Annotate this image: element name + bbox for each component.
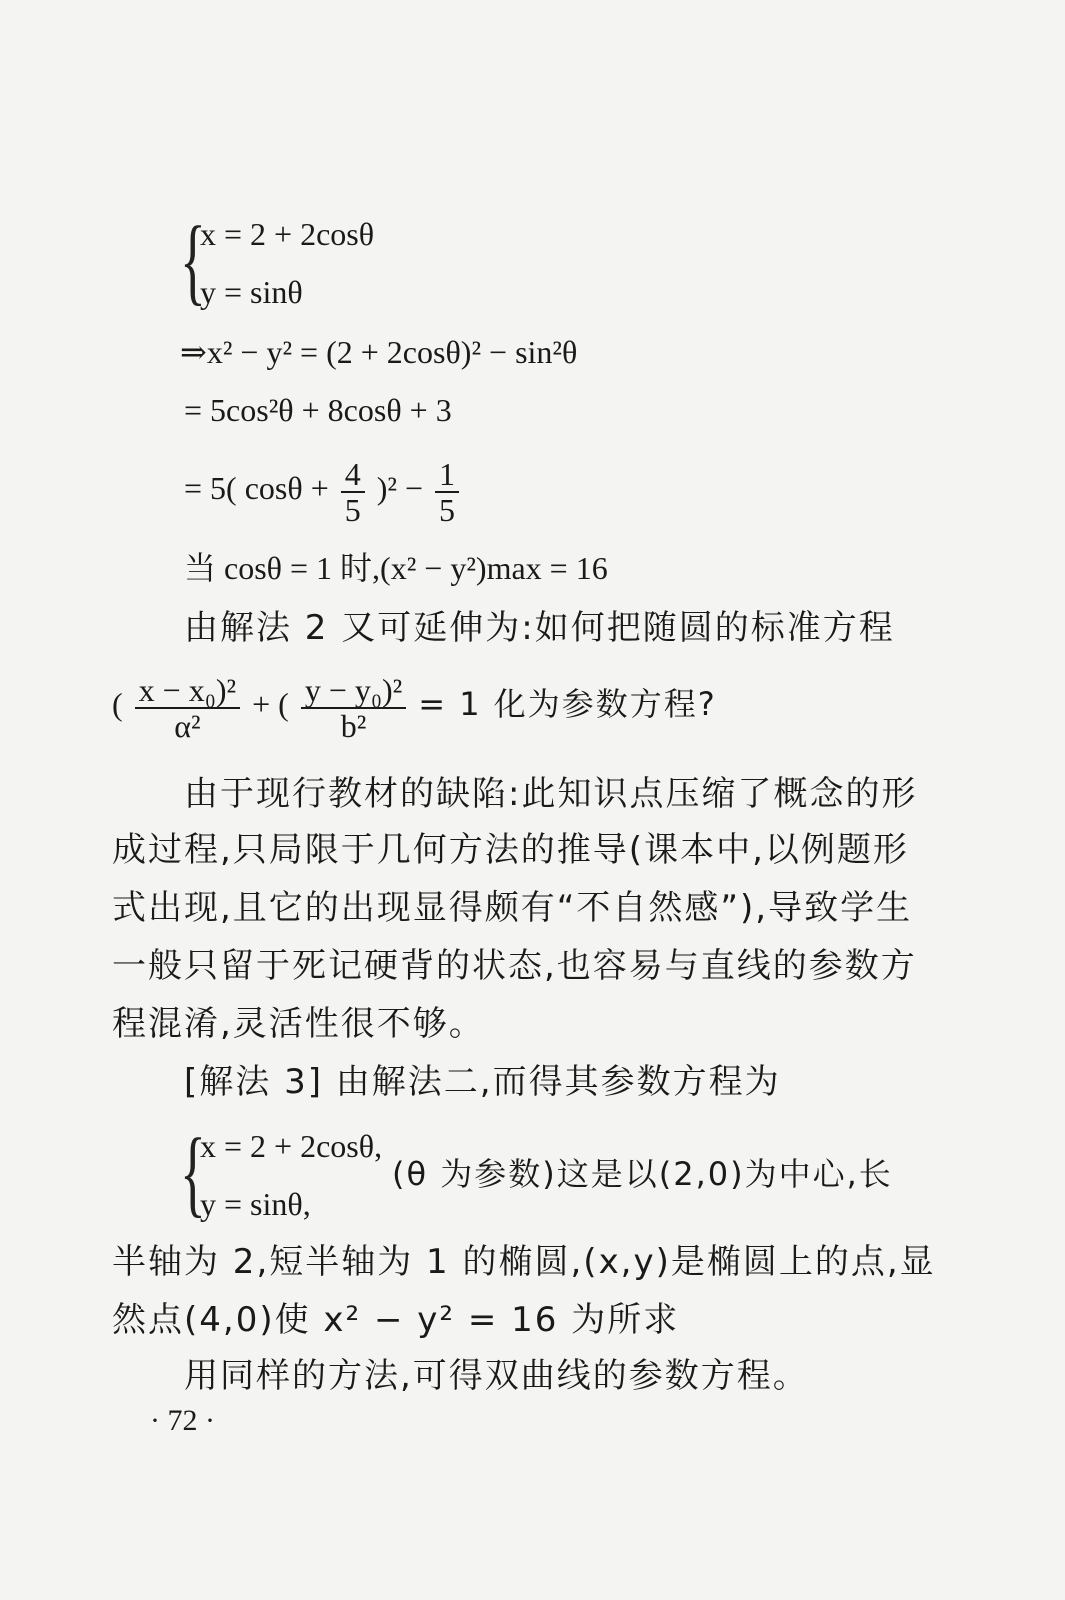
system2-side-text: (θ 为参数)这是以(2,0)为中心,长 <box>392 1155 893 1193</box>
paragraph-2-line4: 一般只留于死记硬背的状态,也容易与直线的参数方 <box>112 946 917 986</box>
system2-line2: y = sinθ, <box>200 1186 311 1222</box>
system1-line2: y = sinθ <box>200 274 303 310</box>
method3-heading: [解法 3] 由解法二,而得其参数方程为 <box>184 1062 781 1102</box>
ellipse-open-paren: ( <box>112 686 123 722</box>
fraction-denominator: 5 <box>439 491 456 528</box>
fraction-denominator: b² <box>340 707 367 744</box>
page-number: · 72 · <box>150 1404 215 1437</box>
paragraph-2-line1: 由于现行教材的缺陷:此知识点压缩了概念的形 <box>184 774 918 814</box>
fraction-denominator: α² <box>174 707 201 744</box>
fraction-denominator: 5 <box>344 491 361 528</box>
paragraph-3-line1: 半轴为 2,短半轴为 1 的椭圆,(x,y)是椭圆上的点,显 <box>112 1242 936 1282</box>
paragraph-2-line3: 式出现,且它的出现显得颇有“不自然感”),导致学生 <box>112 888 913 928</box>
derivation-line3-prefix: = 5( cosθ + <box>184 470 329 506</box>
fraction-four-fifths <box>341 457 365 527</box>
fraction-one-fifth <box>435 457 459 527</box>
derivation-line3-mid: )² − <box>376 470 424 506</box>
left-brace: { <box>180 207 206 315</box>
paragraph-4-line1: 用同样的方法,可得双曲线的参数方程。 <box>184 1356 809 1396</box>
left-brace: { <box>180 1119 206 1227</box>
paragraph-2-line5: 程混淆,灵活性很不够。 <box>112 1004 485 1044</box>
fraction-numerator: 1 <box>435 457 459 493</box>
fraction-numerator: 4 <box>341 457 365 493</box>
paragraph-1-line1: 由解法 2 又可延伸为:如何把随圆的标准方程 <box>184 608 895 648</box>
derivation-line2: = 5cos²θ + 8cosθ + 3 <box>184 392 452 428</box>
derivation-line1: ⇒x² − y² = (2 + 2cosθ)² − sin²θ <box>180 334 578 370</box>
derivation-line4: 当 cosθ = 1 时,(x² − y²)max = 16 <box>184 550 608 586</box>
system1-line1: x = 2 + 2cosθ <box>200 216 375 252</box>
derivation-line3 <box>184 448 463 528</box>
fraction-y-term <box>301 673 406 743</box>
paragraph-3-line2: 然点(4,0)使 x² − y² = 16 为所求 <box>112 1300 680 1340</box>
ellipse-plus: + ( <box>252 686 289 722</box>
ellipse-equation <box>112 664 717 744</box>
fraction-numerator: x − x₀)² <box>135 673 240 709</box>
fraction-x-term <box>135 673 240 743</box>
system2-line1: x = 2 + 2cosθ, <box>200 1128 383 1164</box>
fraction-numerator: y − y₀)² <box>301 673 406 709</box>
ellipse-tail: = 1 化为参数方程? <box>418 685 717 723</box>
paragraph-2-line2: 成过程,只局限于几何方法的推导(课本中,以例题形 <box>112 830 909 870</box>
